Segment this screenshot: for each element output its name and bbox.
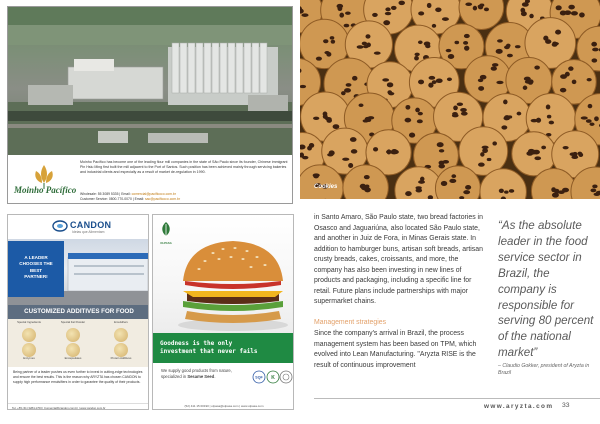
candon-description: Being partner of a leader pushes us even further to invest in cutting-edge technologies and ensure the best results. This is the reason why ARYZTA has chosen CANDON to supply high performance emulsifiers in order to garantee the quality of their products. (13, 370, 143, 384)
candon-header (8, 215, 149, 239)
product-image (22, 328, 36, 342)
product-image (66, 343, 80, 357)
headline-line-1: Goodness is the only (160, 340, 233, 347)
sesame-highlight: Sesame Seed (187, 374, 215, 379)
article-paragraph-2: Since the company's arrival in Brazil, the process management system has been based on TPM, which evolved into Lean Manufacturing. "Aryzta RISE is the result of continuous improvement (314, 329, 477, 369)
moinho-info-panel (8, 155, 293, 204)
product-label: Encapsulates (64, 356, 82, 360)
product-label: Emulsifiers (114, 320, 128, 324)
product-item (108, 343, 134, 364)
moinho-description: Moinho Pacífico has become one of the leading flour mill companies in the state of São Paulo since its founder, Chinese immigrant Pin Hsiu Ming first built the mill adjacent to the Port of Santos. Such position has been achieved mainly through servicing bakeries and industrial clients and especially as a result of market de-regulation in 1990. (80, 160, 288, 175)
wholesale-label: Wholesale: 55 3089 5335 | Email: (80, 192, 131, 196)
wholesale-email-link[interactable]: comercial@pacificoco.com.br (131, 192, 176, 196)
burger-illustration (153, 215, 294, 335)
pull-quote: “As the absolute leader in the food service sector in Brazil, the company is responsible for serving 80 percent of the national market” (498, 219, 594, 360)
product-image (66, 328, 80, 342)
quality-seal-icon (280, 371, 292, 383)
product-item (108, 321, 134, 342)
service-email-link[interactable]: sac@pacificoco.com.br (144, 197, 181, 201)
candon-ad (7, 214, 149, 410)
moinho-pacifico-ad (7, 6, 293, 204)
badge-line-1: A LEADER (24, 255, 48, 260)
candon-product-grid (8, 319, 149, 367)
candon-logo-icon (52, 220, 68, 232)
sesame-description (161, 368, 249, 380)
product-image (22, 343, 36, 357)
product-item (16, 343, 42, 364)
product-label: Special Fat Powder (60, 320, 86, 324)
pull-quote-attribution: – Claudio Gokker, president of Aryzta in Brazil (498, 363, 590, 376)
product-item (16, 321, 42, 342)
photo-caption: Cookies (314, 184, 338, 190)
badge-line-3: BEST (29, 267, 43, 273)
cookies-photo (300, 0, 600, 199)
service-label: Customer Service: 0800-770-0070 | Email: (80, 197, 145, 201)
sesame-footer-contact: (52) 411 15 00190 | olpasa@olpasa.com | www.olpasa.com (184, 404, 264, 408)
article-paragraph-1: in Santo Amaro, São Paulo state, two bread factories in Osasco and Jaguariúna, also located São Paulo state, and another in Juiz de Fora, in Minas Gerais state. In addition to hamburger buns, artisan soft breads, artisan crusty breads, cakes, croissants, and more, the company has also been investing in new lines of products and packaging, including a specific line for retail. Future plans include partnerships with major supermarket chains. (314, 214, 483, 306)
footer-divider (314, 398, 600, 399)
candon-tagline: Ideias que Alimentam (72, 230, 105, 234)
sesame-body-prefix: specialized in (161, 374, 188, 379)
candon-brand-name: CANDON (70, 220, 112, 230)
product-image (114, 328, 128, 342)
sesame-body-suffix: . (214, 374, 216, 379)
sesame-seed-ad (152, 214, 294, 410)
footer-website[interactable]: www.aryzta.com (484, 403, 554, 410)
sqf-seal-text: SQF (255, 375, 263, 380)
cookies-illustration (300, 0, 600, 199)
mill-aerial-photo (8, 7, 293, 155)
product-item (60, 343, 86, 364)
product-label: Protein Additives (110, 356, 132, 360)
moinho-service-line (80, 197, 290, 202)
product-label: Special Ingredients (17, 320, 41, 324)
product-item (60, 321, 86, 342)
page-number: 33 (562, 402, 570, 409)
sesame-headline-band (153, 333, 294, 363)
burger-photo (153, 215, 294, 335)
kosher-seal-text: K (271, 374, 275, 381)
candon-footer-contact: Tel. +55 (41) 3284-1700 | Comercial@candon.com.br | www.candon.com.br (8, 403, 149, 410)
candon-title-bar: CUSTOMIZED ADDITIVES FOR FOOD (8, 305, 149, 319)
mill-aerial-illustration (8, 7, 293, 155)
badge-line-4: PARTNER! (24, 274, 48, 280)
article-body (314, 213, 488, 371)
headline-line-2: investment that never fails (160, 348, 258, 355)
product-label: Enzymes (23, 356, 35, 360)
sesame-body-line-1: We supply good products from nature, (161, 368, 232, 373)
article-subhead: Management strategies (314, 319, 387, 327)
candon-leader-badge (8, 241, 64, 297)
moinho-brand-name: Moinho Pacífico (14, 185, 77, 195)
sesame-body-line-2 (161, 374, 249, 380)
badge-line-2: CHOOSES THE (19, 261, 53, 267)
certification-seals (251, 370, 293, 384)
product-image (114, 343, 128, 357)
olpasa-leaf-logo-icon (158, 220, 174, 240)
moinho-contact (80, 192, 290, 202)
olpasa-brand-name: OLPASA (160, 241, 172, 245)
